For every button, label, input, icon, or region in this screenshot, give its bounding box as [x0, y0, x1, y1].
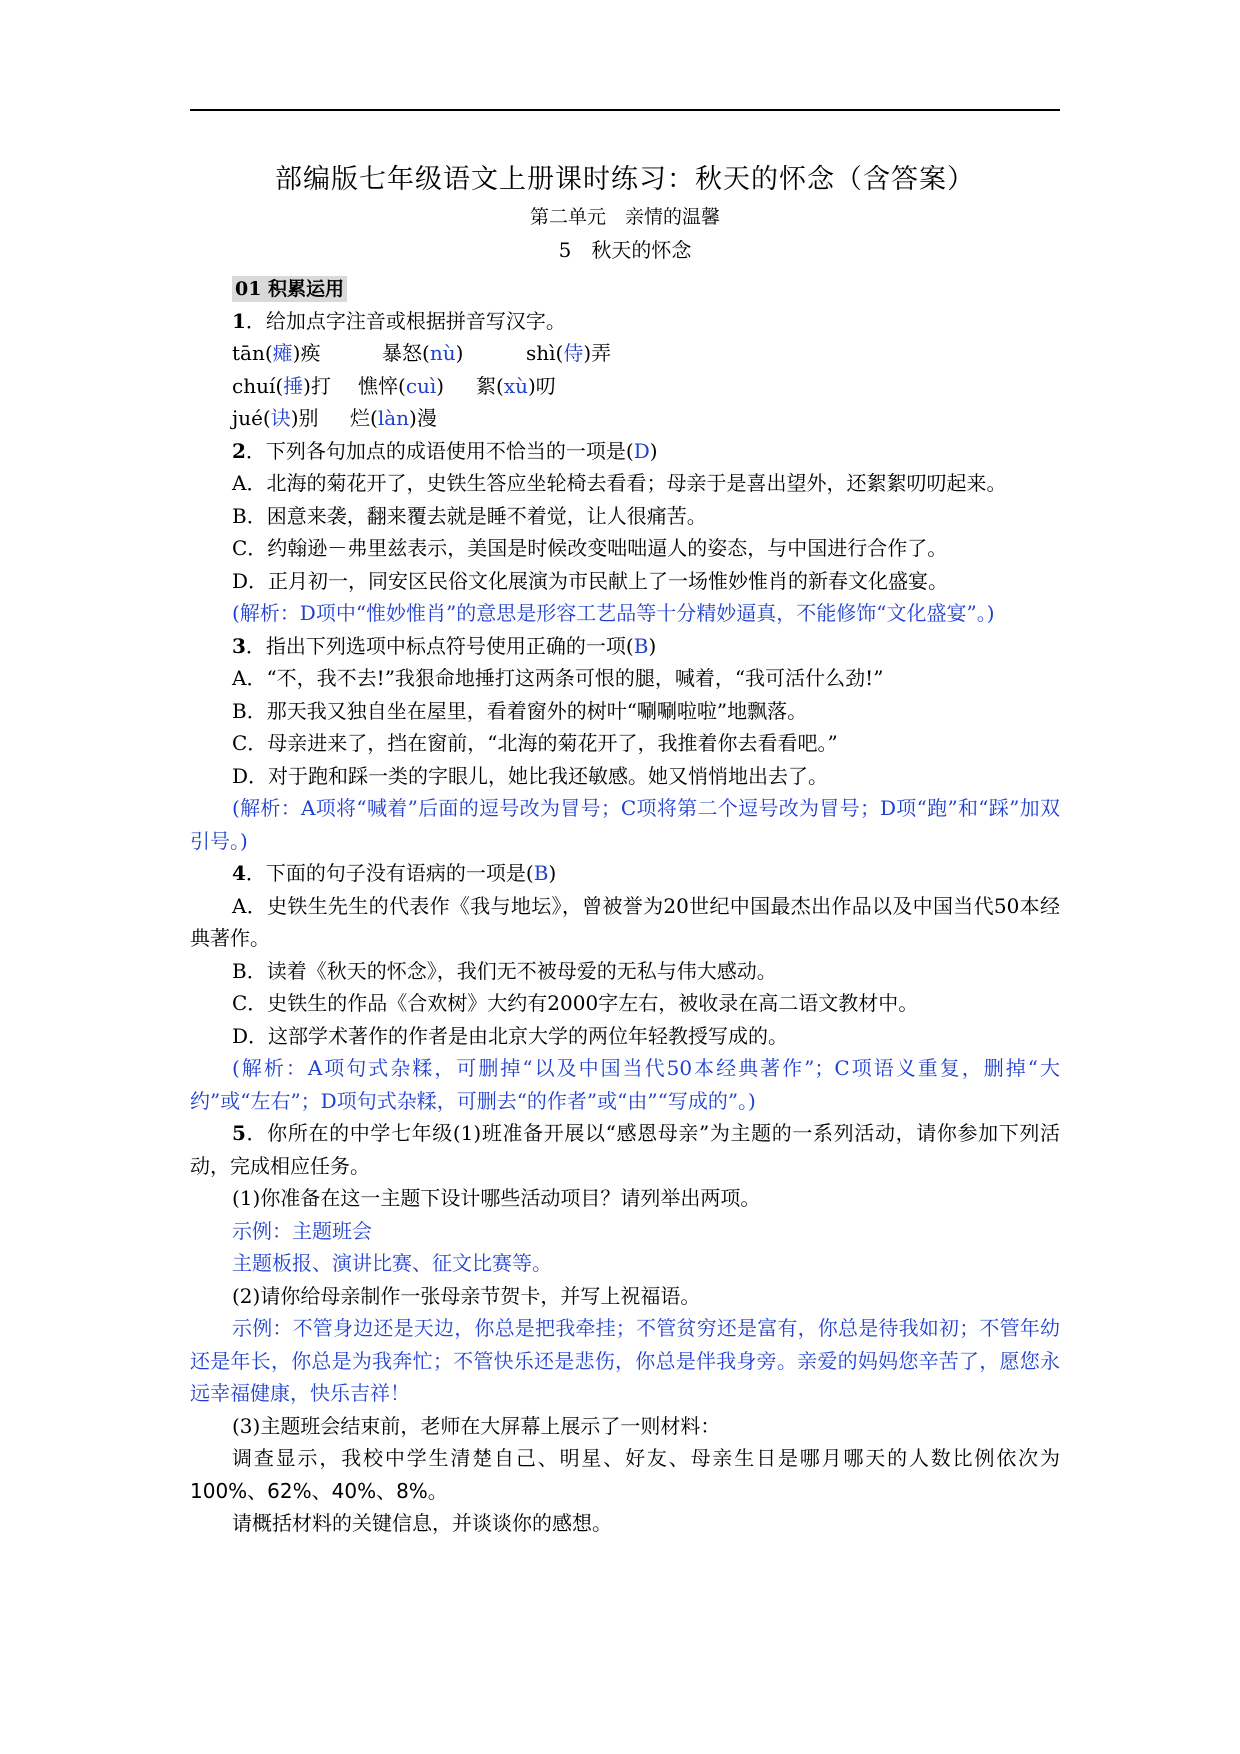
pinyin-item: jué(诀)别 — [232, 406, 319, 430]
question-1 — [190, 305, 1060, 338]
answer-text: 示例：主题班会 — [232, 1218, 372, 1243]
question-text: ．给加点字注音或根据拼音写汉字。 — [245, 308, 566, 333]
question-5: 5．你所在的中学七年级(1)班准备开展以“感恩母亲”为主题的一系列活动，请你参加下列活动，完成相应任务。 — [190, 1121, 1060, 1178]
answer-choice: B — [533, 861, 549, 885]
section-heading: 01 积累运用 — [232, 276, 347, 302]
question-number: 1 — [232, 308, 246, 333]
answer-text: 捶 — [283, 373, 304, 398]
option-d: D．对于跑和踩一类的字眼儿，她比我还敏感。她又悄悄地出去了。 — [232, 763, 829, 788]
lesson-title: 5 秋天的怀念 — [558, 238, 692, 262]
header-rule — [190, 109, 1060, 111]
option-a: A．“不，我不去!”我狠命地捶打这两条可恨的腿，喊着，“我可活什么劲!” — [232, 666, 884, 690]
option-c: C．母亲进来了，挡在窗前，“北海的菊花开了，我推着你去看看吧。” — [232, 731, 838, 755]
unit-title: 第二单元 亲情的温馨 — [529, 206, 720, 228]
page-title: 部编版七年级语文上册课时练习：秋天的怀念（含答案） — [275, 164, 975, 195]
answer-text: 主题板报、演讲比赛、征文比赛等。 — [232, 1251, 552, 1275]
answer-text: 瘫 — [272, 341, 293, 365]
analysis: (解析：D项中“惟妙惟肖”的意思是形容工艺品等十分精妙逼真，不能修饰“文化盛宴”。) — [232, 601, 995, 625]
material-text: 调查显示，我校中学生清楚自己、明星、好友、母亲生日是哪月哪天的人数比例依次为100%、62%、40%、8%。 — [190, 1446, 1060, 1503]
option-a: A．史铁生先生的代表作《我与地坛》，曾被誉为20世纪中国最杰出作品以及中国当代50本经典著作。 — [190, 893, 1060, 950]
answer-text: 侍 — [563, 341, 584, 365]
pinyin-item: shì(侍)弄 — [526, 341, 612, 365]
question-4: 4．下面的句子没有语病的一项是(B) — [232, 861, 557, 885]
option-d: D．这部学术著作的作者是由北京大学的两位年轻教授写成的。 — [232, 1023, 789, 1048]
pinyin-item: 暴怒(nù) — [382, 341, 464, 365]
sub-question-1: (1)你准备在这一主题下设计哪些活动项目？请列举出两项。 — [232, 1186, 761, 1210]
sub-question-3: (3)主题班会结束前，老师在大屏幕上展示了一则材料： — [232, 1413, 721, 1438]
answer-text: nù — [429, 341, 456, 365]
pinyin-row-1 — [190, 337, 1060, 370]
pinyin-item: chuí(捶)打 — [232, 373, 331, 398]
pinyin-row-3 — [190, 402, 1060, 435]
question-number: 4 — [232, 861, 246, 885]
pinyin-item: tān(瘫)痪 — [232, 341, 321, 365]
question-2: 2．下列各句加点的成语使用不恰当的一项是(D) — [232, 438, 658, 463]
sub-question-2: (2)请你给母亲制作一张母亲节贺卡，并写上祝福语。 — [232, 1283, 701, 1308]
option-d: D．正月初一，同安区民俗文化展演为市民献上了一场惟妙惟肖的新春文化盛宴。 — [232, 568, 949, 593]
section-heading-wrap — [190, 272, 1060, 305]
answer-choice: D — [633, 438, 650, 463]
question-3: 3．指出下列选项中标点符号使用正确的一项(B) — [232, 633, 657, 658]
answer-text: làn — [377, 406, 410, 430]
sub-question-3-task: 请概括材料的关键信息，并谈谈你的感想。 — [232, 1511, 612, 1535]
answer-text: 诀 — [270, 406, 291, 430]
pinyin-item: 憔悴(cuì) — [358, 373, 445, 398]
question-number: 3 — [232, 633, 246, 658]
pinyin-item: 烂(làn)漫 — [350, 406, 437, 430]
option-c: C．史铁生的作品《合欢树》大约有2000字左右，被收录在高二语文教材中。 — [232, 991, 919, 1015]
answer-text: 示例：不管身边还是天边，你总是把我牵挂；不管贫穷还是富有，你总是待我如初；不管年幼还是年长，你总是为我奔忙；不管快乐还是悲伤，你总是伴我身旁。亲爱的妈妈您辛苦了，愿您永远幸福健康，快乐吉祥！ — [190, 1316, 1060, 1405]
option-a: A．北海的菊花开了，史铁生答应坐轮椅去看看；母亲于是喜出望外，还絮絮叨叨起来。 — [232, 471, 1007, 495]
option-b: B．那天我又独自坐在屋里，看着窗外的树叶“唰唰啦啦”地飘落。 — [232, 698, 808, 723]
pinyin-row-2 — [190, 370, 1060, 403]
answer-text: xù — [503, 373, 528, 398]
document-body — [190, 160, 1060, 1540]
option-b: B．读着《秋天的怀念》，我们无不被母爱的无私与伟大感动。 — [232, 958, 777, 983]
analysis: (解析：A项句式杂糅，可删掉“以及中国当代50本经典著作”；C项语义重复，删掉“大约”或“左右”；D项句式杂糅，可删去“的作者”或“由”“写成的”。) — [190, 1056, 1060, 1113]
option-b: B．困意来袭，翻来覆去就是睡不着觉，让人很痛苦。 — [232, 503, 707, 528]
question-number: 2 — [232, 438, 246, 463]
question-number: 5 — [232, 1121, 246, 1145]
answer-choice: B — [633, 633, 649, 658]
option-c: C．约翰逊－弗里兹表示，美国是时候改变咄咄逼人的姿态，与中国进行合作了。 — [232, 536, 948, 560]
answer-text: cuì — [405, 373, 437, 398]
pinyin-item: 絮(xù)叨 — [476, 373, 556, 398]
analysis: (解析：A项将“喊着”后面的逗号改为冒号；C项将第二个逗号改为冒号；D项“跑”和“踩”加双引号。) — [190, 796, 1060, 853]
